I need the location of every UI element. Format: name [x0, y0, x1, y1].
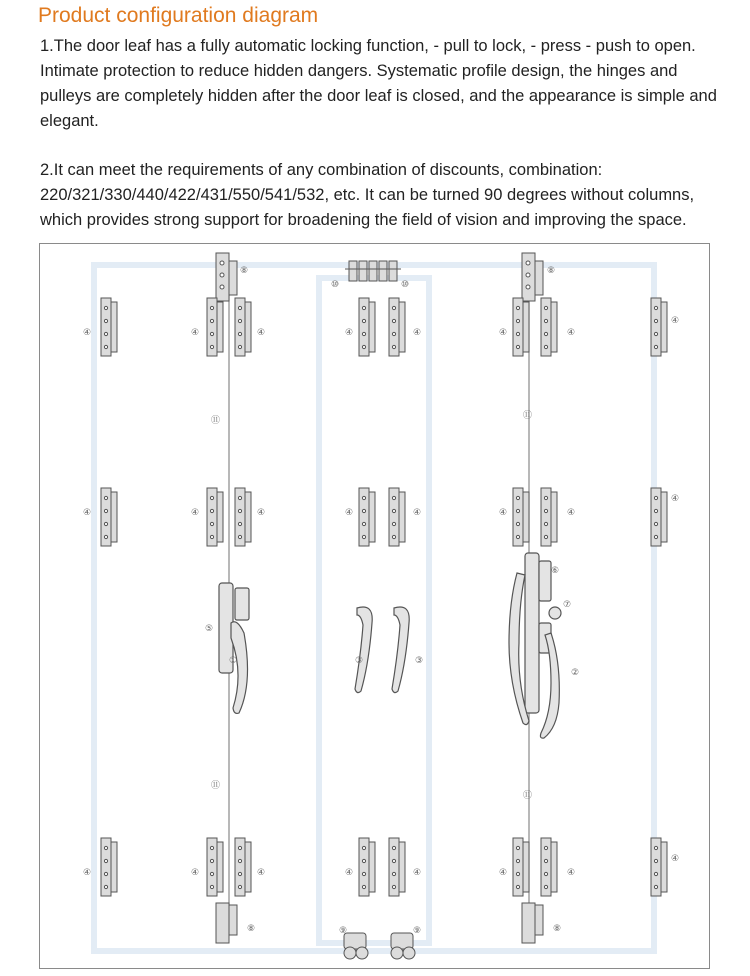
part-label-hinge: ④	[83, 868, 92, 878]
part-label-hinge: ④	[345, 508, 354, 518]
part-label-hinge: ④	[191, 508, 200, 518]
part-label-hinge: ④	[671, 854, 680, 864]
top-pivot-left	[216, 253, 237, 301]
part-label-hinge: ④	[671, 316, 680, 326]
hinge	[651, 838, 667, 896]
part-label-handle-left: ①	[229, 656, 238, 666]
configuration-diagram	[39, 243, 710, 969]
top-pivot-right	[522, 253, 543, 301]
hinge-group	[101, 298, 667, 896]
part-label-hinge: ④	[257, 328, 266, 338]
part-label-hinge: ④	[191, 868, 200, 878]
description-paragraph-2: 2.It can meet the requirements of any combination of discounts, combination: 220/321/330/440/422/431/550/541/532, etc. It can be turned 90 degrees without columns, which provides strong support for broadening the field of vision and improving the space.	[40, 161, 695, 229]
part-label-hinge: ④	[257, 868, 266, 878]
part-label-rod: ⑪	[523, 411, 533, 421]
part-label-top-guide: ⑥	[551, 566, 560, 576]
left-lock-handle	[219, 583, 249, 713]
part-label-hinge: ④	[413, 508, 422, 518]
part-label-pivot: ⑧	[547, 266, 556, 276]
part-label-pivot: ⑧	[553, 924, 562, 934]
part-label-rod: ⑪	[523, 791, 533, 801]
part-label-pull-handle: ③	[415, 656, 424, 666]
part-label-lock-body: ⑤	[205, 624, 214, 634]
hinge	[651, 488, 667, 546]
hinge	[513, 838, 529, 896]
description-paragraph-1: 1.The door leaf has a fully automatic locking function, - pull to lock, - press - push to open. Intimate protection to reduce hidden dangers. Systematic profile design, the hinges and pulleys are completely hidden after the door leaf is closed, and the appearance is simple and elegant.	[40, 37, 717, 130]
hinge	[235, 838, 251, 896]
part-label-hinge: ④	[567, 508, 576, 518]
part-label-handle-right: ②	[571, 668, 580, 678]
part-label-hinge: ④	[413, 868, 422, 878]
hinge	[207, 488, 223, 546]
part-label-hinge: ④	[345, 328, 354, 338]
top-caps	[345, 261, 401, 281]
part-label-hinge: ④	[671, 494, 680, 504]
page-title: Product configuration diagram	[38, 4, 319, 27]
hinge	[101, 298, 117, 356]
part-label-cap: ⑩	[331, 280, 340, 290]
part-label-pulley: ⑨	[339, 926, 348, 936]
part-label-hinge: ④	[499, 508, 508, 518]
hinge	[389, 838, 405, 896]
part-label-hinge: ④	[413, 328, 422, 338]
hinge	[101, 838, 117, 896]
hinge	[389, 298, 405, 356]
part-label-hinge: ④	[499, 328, 508, 338]
hinge	[359, 838, 375, 896]
hinge	[541, 488, 557, 546]
right-lock-assembly	[509, 553, 561, 738]
vertical-rods	[229, 288, 529, 923]
part-label-knob: ⑦	[563, 600, 572, 610]
part-label-rod: ⑪	[211, 781, 221, 791]
part-label-hinge: ④	[567, 868, 576, 878]
bottom-pivot-right	[522, 903, 543, 943]
part-label-hinge: ④	[499, 868, 508, 878]
hinge	[207, 298, 223, 356]
part-label-hinge: ④	[257, 508, 266, 518]
hinge	[207, 838, 223, 896]
hinge	[235, 298, 251, 356]
hinge	[359, 298, 375, 356]
part-labels	[83, 266, 679, 936]
hinge	[541, 298, 557, 356]
part-label-hinge: ④	[191, 328, 200, 338]
part-label-rod: ⑪	[211, 416, 221, 426]
part-label-hinge: ④	[83, 508, 92, 518]
part-label-pull-handle: ③	[355, 656, 364, 666]
part-label-pivot: ⑧	[240, 266, 249, 276]
hinge	[389, 488, 405, 546]
part-label-hinge: ④	[567, 328, 576, 338]
hinge	[235, 488, 251, 546]
hinge	[651, 298, 667, 356]
hinge	[101, 488, 117, 546]
part-label-hinge: ④	[83, 328, 92, 338]
hinge	[541, 838, 557, 896]
hinge	[513, 488, 529, 546]
pull-handles	[355, 607, 409, 693]
part-label-pivot: ⑧	[247, 924, 256, 934]
part-label-cap: ⑩	[401, 280, 410, 290]
hinge	[513, 298, 529, 356]
bottom-pivot-left	[216, 903, 237, 943]
part-label-pulley: ⑨	[413, 926, 422, 936]
hinge	[359, 488, 375, 546]
part-label-hinge: ④	[345, 868, 354, 878]
